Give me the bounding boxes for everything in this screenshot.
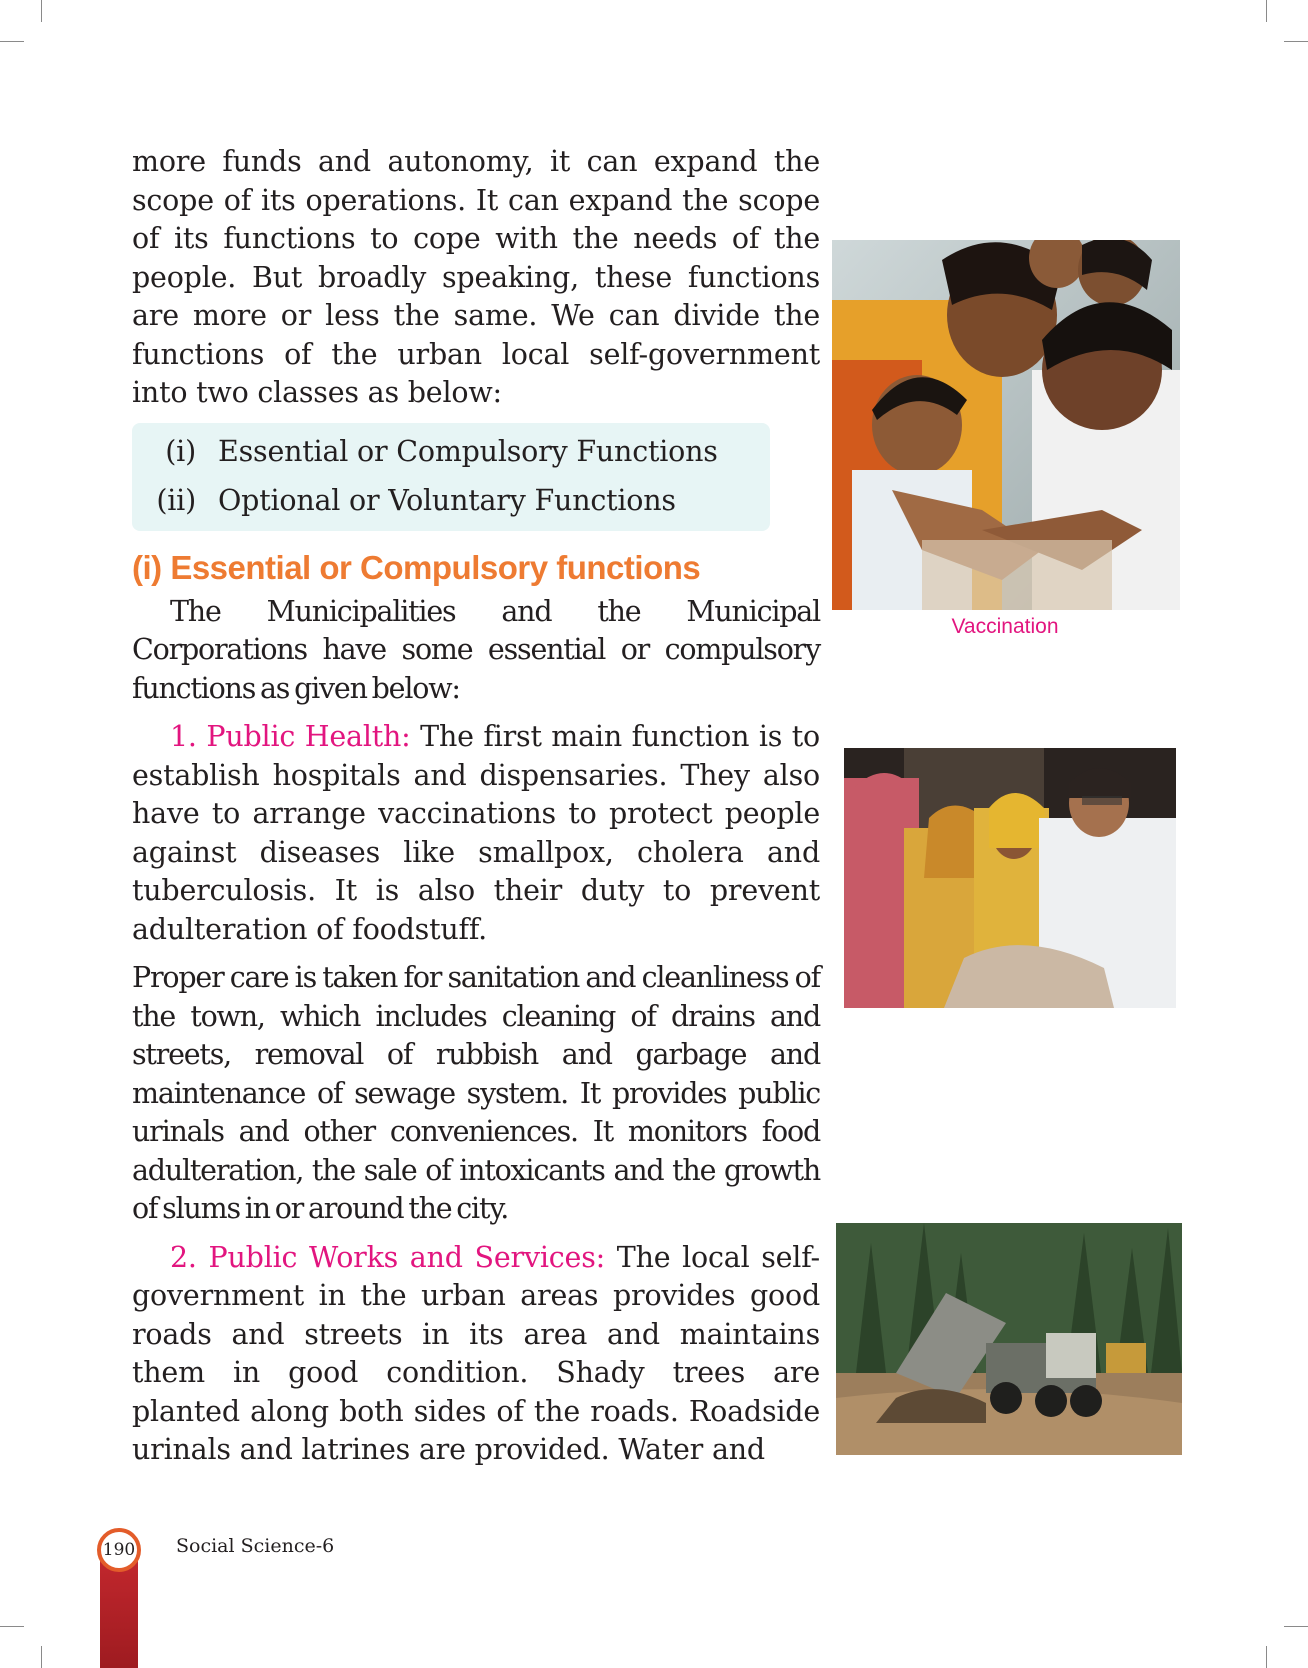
- dump-truck-photo: [836, 1223, 1182, 1455]
- footer-bar: [100, 1560, 138, 1668]
- public-works-label: 2. Public Works and Services:: [170, 1240, 606, 1274]
- crop-mark: [41, 1646, 42, 1668]
- crop-mark: [1284, 1626, 1308, 1627]
- classes-list: [132, 423, 770, 531]
- public-health-text: The first main function is to establish hospitals and dispensaries. They also have to arrange vaccinations to protect people against diseases like smallpox, cholera and tuberculosis. It is also their duty to prevent adulteration of foodstuff.: [132, 720, 820, 946]
- text-column: [132, 143, 820, 1480]
- crop-mark: [0, 41, 24, 42]
- public-health-label: 1. Public Health:: [170, 720, 411, 753]
- list-item-text: Optional or Voluntary Functions: [218, 483, 676, 517]
- paragraph-public-works: [132, 1239, 820, 1470]
- crop-mark: [0, 1626, 24, 1627]
- crop-mark: [1284, 41, 1308, 42]
- page-number: 190: [97, 1528, 141, 1572]
- paragraph-functions-intro: The Municipalities and the Municipal Corporations have some essential or compulsory functions as given below:: [132, 594, 820, 705]
- public-works-text: The local self-government in the urban areas provides good roads and streets in its area and maintains them in good condition. Shady trees are planted along both sides of the roads. Roadside urinals and latrines are provided. Water and: [132, 1240, 820, 1466]
- crop-mark: [1266, 0, 1267, 22]
- paragraph-public-health: [132, 718, 820, 949]
- paragraph-intro: more funds and autonomy, it can expand the scope of its operations. It can expand the scope of its functions to cope with the needs of the people. But broadly speaking, these functions are more or less the same. We can divide the functions of the urban local self-government into two classes as below:: [132, 145, 820, 409]
- list-item-number: (i): [165, 434, 196, 468]
- list-item: [132, 427, 770, 476]
- book-title: Social Science-6: [176, 1535, 335, 1557]
- doctor-photo: [844, 748, 1176, 1008]
- vaccination-caption: Vaccination: [951, 615, 1059, 638]
- list-item: [132, 476, 770, 525]
- section-heading: (i) Essential or Compulsory functions: [132, 548, 701, 586]
- vaccination-photo: [832, 240, 1180, 610]
- list-item-number: (ii): [156, 483, 196, 517]
- list-item-text: Essential or Compulsory Functions: [218, 434, 718, 468]
- crop-mark: [1266, 1646, 1267, 1668]
- crop-mark: [41, 0, 42, 22]
- paragraph-sanitation: Proper care is taken for sanitation and cleanliness of the town, which includes cleaning of drains and streets, removal of rubbish and garbage and maintenance of sewage system. It provides public urinals and other conveniences. It monitors food adulteration, the sale of intoxicants and the growth of slums in or around the city.: [132, 961, 820, 1225]
